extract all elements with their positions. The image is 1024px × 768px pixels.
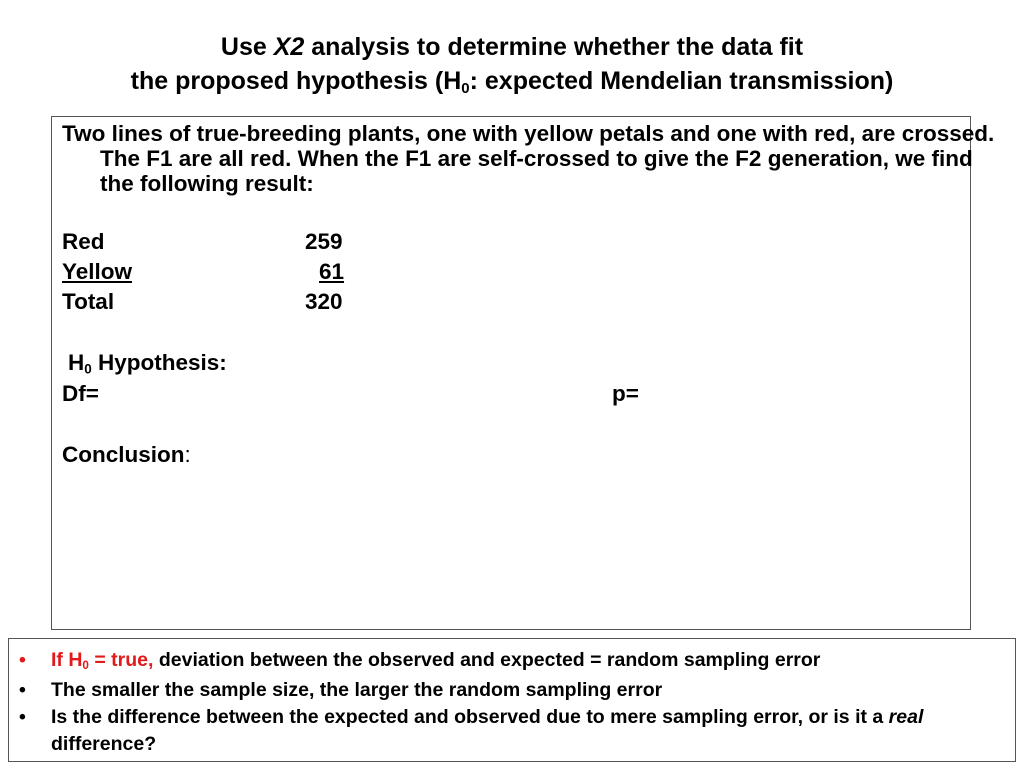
bullet-text-1 xyxy=(51,647,1011,674)
result-label-yellow: Yellow xyxy=(62,259,133,284)
problem-intro: Two lines of true-breeding plants, one with yellow petals and one with red, are crossed. The F1 are all red. When the F1 are self-crossed to give the F2 generation, we find the following result: xyxy=(62,121,995,196)
hypothesis-text: H xyxy=(68,350,85,375)
bullet-red-post: = true, xyxy=(88,649,154,671)
bullet-icon: • xyxy=(19,706,26,728)
bullet-red-text xyxy=(51,649,153,671)
bullet-text-2: The smaller the sample size, the larger the random sampling error xyxy=(51,679,663,701)
hypothesis-text: Hypothesis: xyxy=(91,350,227,375)
conclusion-colon: : xyxy=(184,442,191,467)
notes-box xyxy=(8,638,1016,762)
conclusion-text: Conclusion xyxy=(62,442,185,467)
bullet-text-pre: Is the difference between the expected and observed due to mere sampling error, or is it a xyxy=(51,706,889,728)
bullet-icon: • xyxy=(19,679,26,701)
problem-box xyxy=(51,116,995,630)
bullet-italic-word: real xyxy=(888,706,924,728)
bullet-red-pre: If H xyxy=(51,649,83,671)
result-value-total: 320 xyxy=(305,289,343,314)
title-text: : expected Mendelian transmission) xyxy=(469,67,894,95)
bullet-subscript: 0 xyxy=(82,658,89,672)
result-label-total: Total xyxy=(62,289,115,314)
p-value-label: p= xyxy=(612,381,639,406)
title-line-1 xyxy=(0,30,1024,64)
title-text: analysis to determine whether the data fit xyxy=(304,33,804,61)
conclusion-label xyxy=(62,442,191,468)
title-text: the proposed hypothesis (H xyxy=(130,67,462,95)
result-value-yellow xyxy=(305,259,344,285)
bullet-text-post: difference? xyxy=(51,733,157,755)
bullet-item-3 xyxy=(19,704,1009,758)
df-label: Df= xyxy=(62,381,99,406)
result-label-red: Red xyxy=(62,229,105,254)
result-value-red: 259 xyxy=(305,229,343,254)
bullet-item-1 xyxy=(19,647,1009,674)
bullet-body-text: deviation between the observed and expected = random sampling error xyxy=(153,649,821,671)
title-text: Use xyxy=(220,33,274,61)
title-chi-square: X2 xyxy=(273,33,305,61)
result-value-yellow-text: 61 xyxy=(319,259,345,284)
title-subscript: 0 xyxy=(461,79,470,97)
hypothesis-label xyxy=(68,350,227,376)
bullet-item-2 xyxy=(19,677,1009,704)
title-line-2 xyxy=(0,64,1024,98)
hypothesis-subscript: 0 xyxy=(84,361,92,377)
slide-title xyxy=(0,30,1024,98)
bullet-icon: • xyxy=(19,649,26,671)
bullet-text-3 xyxy=(51,704,1011,758)
